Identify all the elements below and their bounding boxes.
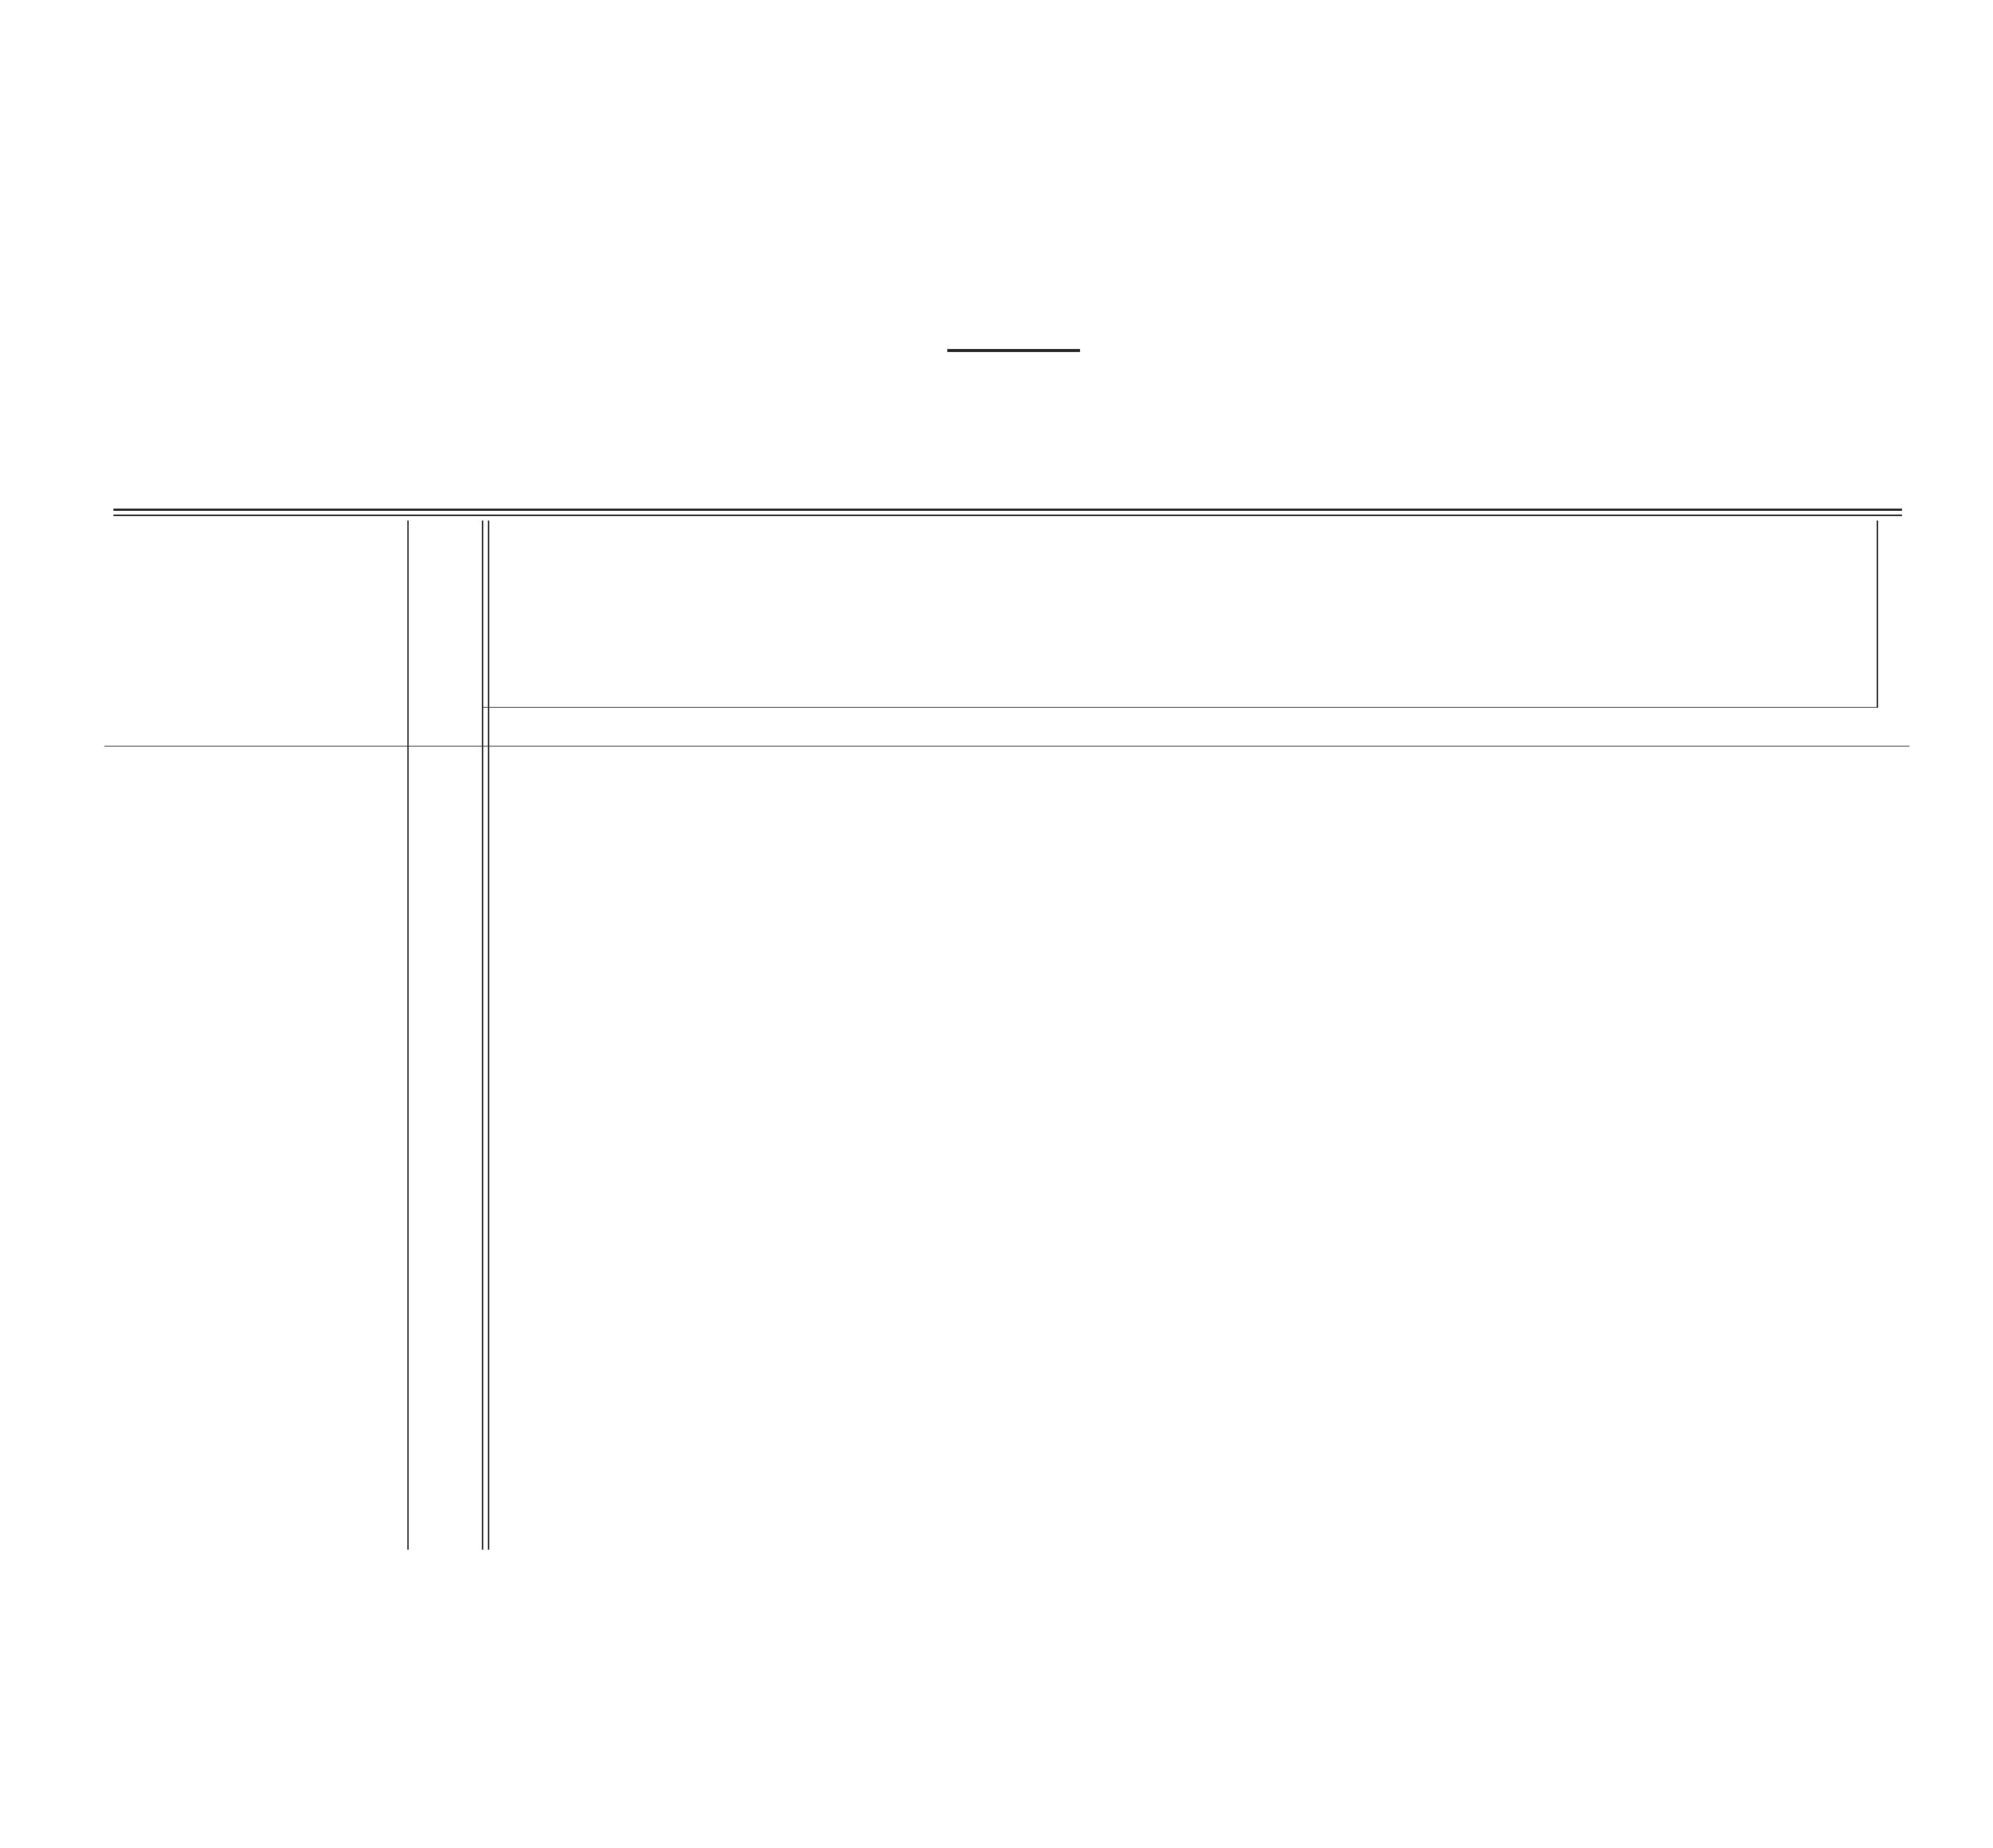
title-rule [947,349,1080,352]
not-stated-divider [1877,521,1878,707]
table-top-rule-2 [113,515,1902,516]
total-divider-1 [482,521,483,1550]
header-bottom-rule [104,746,1909,747]
birthplace-divider [407,521,409,1550]
total-divider-2 [488,521,489,1550]
age-header-rule [483,707,1878,708]
table-top-rule [113,509,1902,511]
